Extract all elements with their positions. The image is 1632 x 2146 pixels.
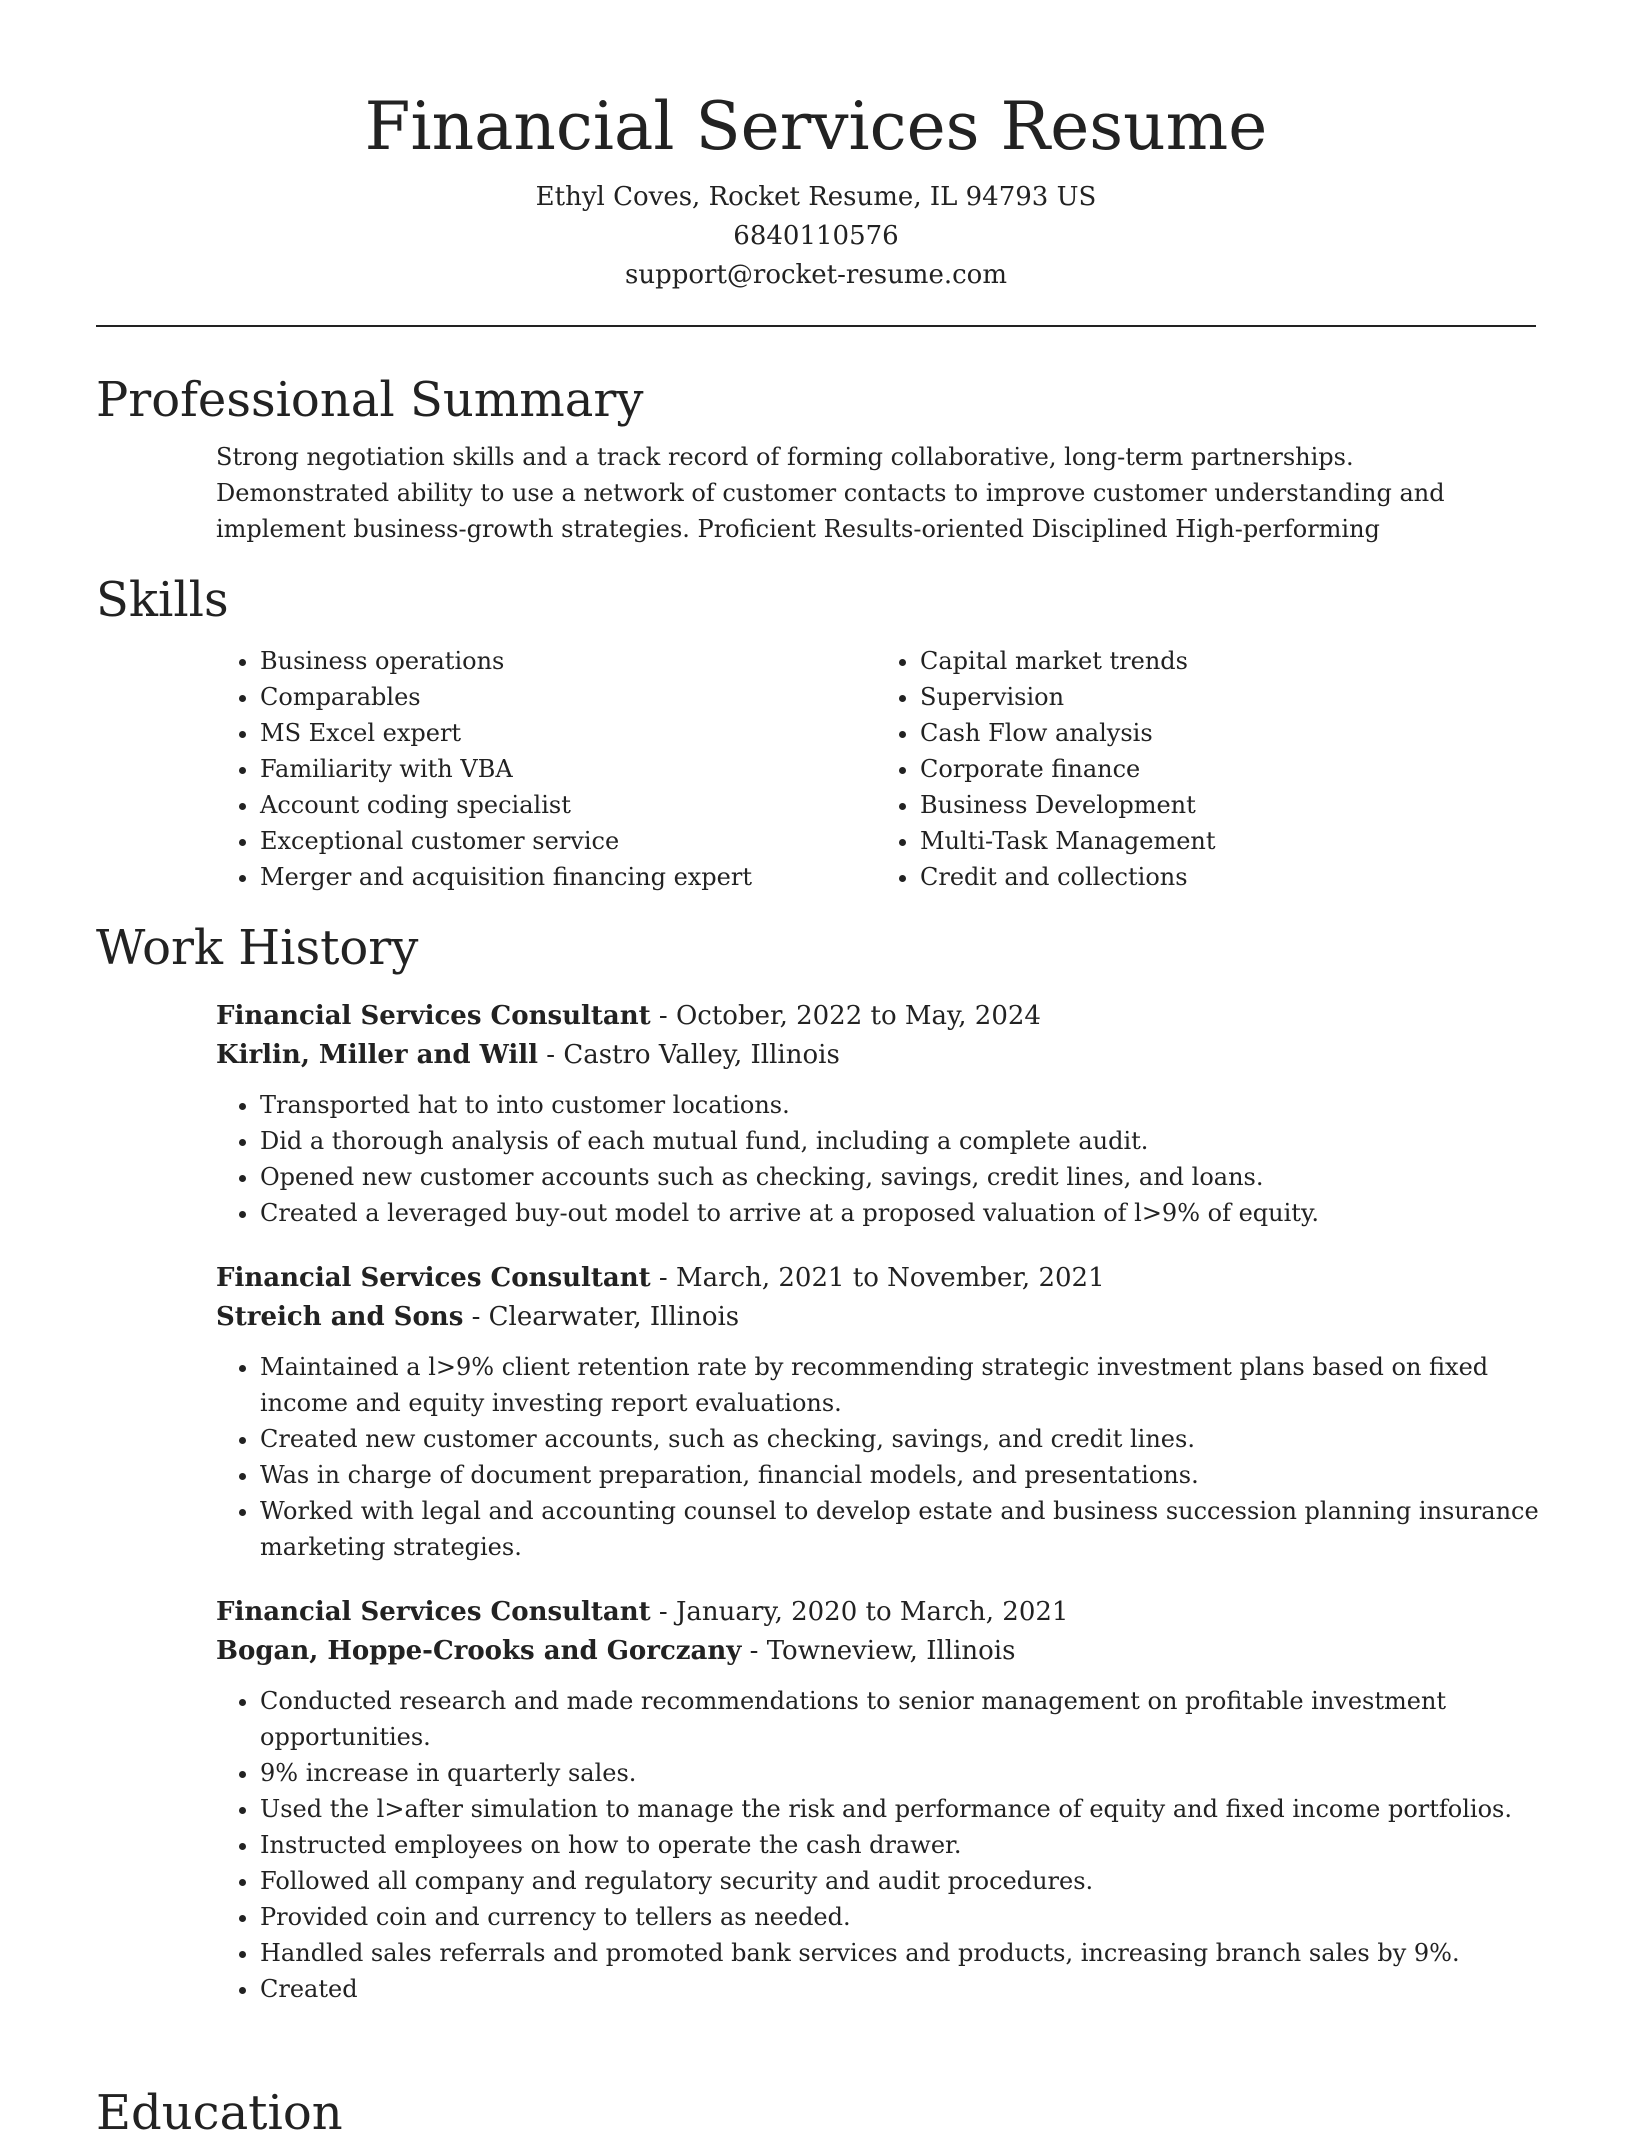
summary-section xyxy=(96,367,1536,547)
contact-address: Ethyl Coves, Rocket Resume, IL 94793 US xyxy=(535,182,1097,212)
education-heading: Education xyxy=(96,2085,343,2141)
job-bullet: • Did a thorough analysis of each mutual fund, including a complete audit. xyxy=(260,1123,1560,1159)
job-dates: - January, 2020 to March, 2021 xyxy=(650,1597,1069,1627)
job-location: - Clearwater, Illinois xyxy=(463,1302,740,1332)
job-bullets xyxy=(216,1683,1560,2007)
job-bullet: • Conducted research and made recommendations to senior management on profitable investment opportunities. xyxy=(260,1683,1560,1755)
skill-item: • Corporate finance xyxy=(920,751,1536,787)
work-history-section xyxy=(96,915,1539,2007)
job-dates: - October, 2022 to May, 2024 xyxy=(650,1001,1041,1031)
job-bullet: • Transported hat to into customer locations. xyxy=(260,1087,1560,1123)
job-company-line xyxy=(216,1632,1536,1671)
skills-list-left xyxy=(216,643,876,895)
job-bullet: • 9% increase in quarterly sales. xyxy=(260,1755,1560,1791)
skill-item: • Credit and collections xyxy=(920,859,1536,895)
job-location: - Castro Valley, Illinois xyxy=(538,1040,840,1070)
skills-section xyxy=(96,567,1536,895)
resume-page xyxy=(96,0,1539,2141)
job-title-line xyxy=(216,997,1536,1036)
job-bullet: • Provided coin and currency to tellers as needed. xyxy=(260,1899,1560,1935)
skill-item: • Comparables xyxy=(260,679,876,715)
skill-item: • Merger and acquisition financing expert xyxy=(260,859,876,895)
job-entry xyxy=(216,1593,1536,2007)
job-bullet: • Handled sales referrals and promoted bank services and products, increasing branch sales by 9%. xyxy=(260,1935,1560,1971)
job-dates: - March, 2021 to November, 2021 xyxy=(650,1263,1105,1293)
education-section xyxy=(96,2080,343,2146)
job-company: Kirlin, Miller and Will xyxy=(216,1040,538,1070)
skill-item: • Exceptional customer service xyxy=(260,823,876,859)
job-bullet: • Created a leveraged buy-out model to arrive at a proposed valuation of l>9% of equity. xyxy=(260,1195,1560,1231)
skills-list-right xyxy=(876,643,1536,895)
skill-item: • Account coding specialist xyxy=(260,787,876,823)
summary-heading: Professional Summary xyxy=(96,372,644,428)
job-bullet: • Created xyxy=(260,1971,1560,2007)
work-history-heading: Work History xyxy=(96,920,419,976)
contact-phone: 6840110576 xyxy=(733,221,899,251)
job-bullet: • Followed all company and regulatory security and audit procedures. xyxy=(260,1863,1560,1899)
skills-columns xyxy=(216,643,1536,895)
job-title: Financial Services Consultant xyxy=(216,1597,651,1627)
job-location: - Towneview, Illinois xyxy=(741,1636,1016,1666)
job-title: Financial Services Consultant xyxy=(216,1263,651,1293)
job-title-line xyxy=(216,1259,1536,1298)
job-company: Bogan, Hoppe-Crooks and Gorczany xyxy=(216,1636,742,1666)
job-title: Financial Services Consultant xyxy=(216,1001,651,1031)
job-bullets xyxy=(216,1087,1560,1231)
job-bullet: • Worked with legal and accounting counsel to develop estate and business succession planning insurance marketing strategies. xyxy=(260,1493,1560,1565)
job-bullet: • Used the l>after simulation to manage the risk and performance of equity and fixed income portfolios. xyxy=(260,1791,1560,1827)
job-bullet: • Was in charge of document preparation, financial models, and presentations. xyxy=(260,1457,1560,1493)
contact-block xyxy=(96,178,1536,295)
job-entry xyxy=(216,1259,1539,1565)
summary-text: Strong negotiation skills and a track record of forming collaborative, long-term partnerships. Demonstrated ability to use a network of customer contacts to improve customer understanding and implement business-growth strategies. Proficient Results-oriented Disciplined High-performing xyxy=(216,443,1445,543)
skill-item: • Business operations xyxy=(260,643,876,679)
job-bullet: • Maintained a l>9% client retention rate by recommending strategic investment plans based on fixed income and equity investing report evaluations. xyxy=(260,1349,1560,1421)
skill-item: • Cash Flow analysis xyxy=(920,715,1536,751)
job-company-line xyxy=(216,1298,1536,1337)
skill-item: • Multi-Task Management xyxy=(920,823,1536,859)
resume-title: Financial Services Resume xyxy=(364,88,1268,165)
skill-item: • MS Excel expert xyxy=(260,715,876,751)
skill-item: • Business Development xyxy=(920,787,1536,823)
job-entry xyxy=(216,997,1536,1231)
job-company: Streich and Sons xyxy=(216,1302,464,1332)
job-bullet: • Instructed employees on how to operate the cash drawer. xyxy=(260,1827,1560,1863)
contact-email: support@rocket-resume.com xyxy=(624,260,1007,290)
job-bullet: • Opened new customer accounts such as checking, savings, credit lines, and loans. xyxy=(260,1159,1560,1195)
skill-item: • Familiarity with VBA xyxy=(260,751,876,787)
skills-heading: Skills xyxy=(96,572,229,628)
header-divider xyxy=(96,325,1536,327)
job-bullets xyxy=(216,1349,1560,1565)
job-company-line xyxy=(216,1036,1536,1075)
skill-item: • Supervision xyxy=(920,679,1536,715)
job-title-line xyxy=(216,1593,1536,1632)
job-bullet: • Created new customer accounts, such as checking, savings, and credit lines. xyxy=(260,1421,1560,1457)
skill-item: • Capital market trends xyxy=(920,643,1536,679)
